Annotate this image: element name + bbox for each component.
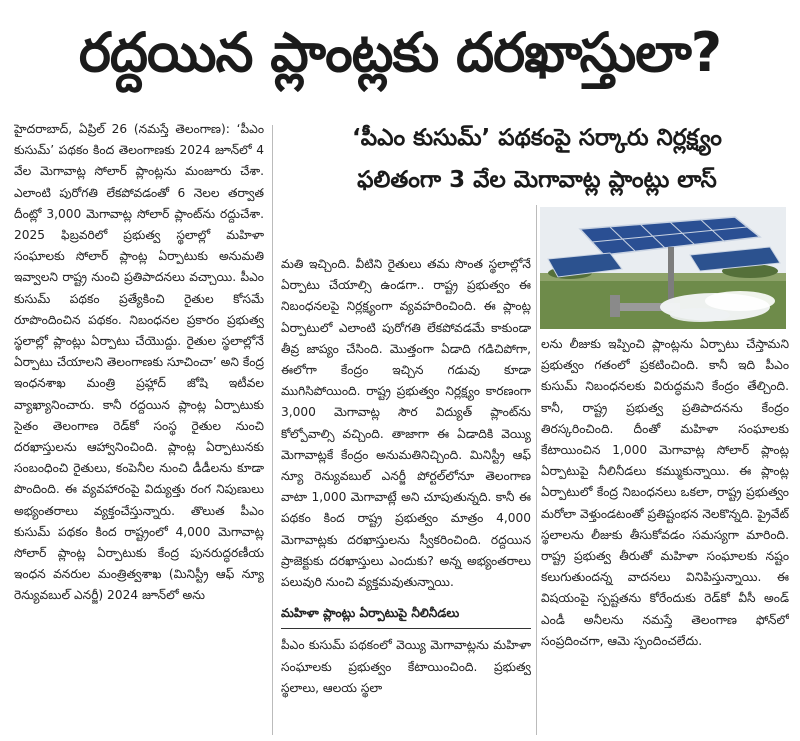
subheadline-line2: ఫలితంగా 3 వేల మెగావాట్ల ప్లాంట్లు లాస్ [357, 167, 717, 193]
column-divider-1 [272, 125, 273, 735]
headline: రద్దయిన ప్లాంట్లకు దరఖాస్తులా? [78, 20, 722, 84]
article-column-3 [541, 334, 789, 741]
solar-pump-photo [540, 207, 786, 329]
column-1-text: హైదరాబాద్, ఏప్రిల్ 26 (నమస్తే తెలంగాణ): ‘పీఎం కుసుమ్’ పథకం కింద తెలంగాణకు 2024 జూన్‌లో 4 వేల మెగావాట్ల సోలార్ ప్లాంట్లను మంజూరు చేశా. ఎలాంటి పురోగతి లేకపోవడంతో 6 నెలల తర్వాత దీంట్లో 3,000 మెగావాట్ల సోలార్ ప్లాంట్‌ను రద్దుచేశా. 2025 ఫిబ్రవరిలో ప్రభుత్వ స్థలాల్లో మహిళా సంఘాలకు సోలార్ ప్లాంట్ల ఏర్పాటుకు అనుమతి ఇవ్వాలని రాష్ట్ర నుంచి ప్రతిపాదనలు వచ్చాయి. పీఎం కుసుమ్ పథకం ప్రత్యేకించి రైతుల కోసమే రూపొందించిన పథకం. నిబంధనల ప్రకారం ప్రభుత్వ స్థలాల్లో ప్లాంట్లు ఏర్పాటు చేయొద్దు. రైతుల స్థలాల్లోనే ఏర్పాటు చేయాలని తెలంగాణకు సూచించా’ అని కేంద్ర ఇంధనశాఖ మంత్రి ప్రహ్లాద్ జోషి ఇటీవల వ్యాఖ్యానించారు. కానీ రద్దయిన ప్లాంట్ల ఏర్పాటుకు సైతం తెలంగాణ రెడ్‌కో సంస్థ రైతుల నుంచి దరఖాస్తులను ఆహ్వానించింది. ప్లాంట్ల ఏర్పాటునకు సంబంధించి రైతులు, కంపెనీల నుంచి డీడీలను కూడా పొందింది. ఈ వ్యవహారంపై విద్యుత్తు రంగ నిపుణులు అభ్యంతరాలు వ్యక్తంచేస్తున్నారు. తొలుత పీఎం కుసుమ్ పథకం కింద రాష్ట్రంలో 4,000 మెగావాట్ల సోలార్ ప్లాంట్ల ఏర్పాటుకు కేంద్ర పునరుద్ధరణీయ ఇంధన వనరుల మంత్రిత్వశాఖ (మినిస్ట్రీ ఆఫ్ న్యూ రెన్యువబుల్ ఎనర్జీ) 2024 జూన్‌లో అను [14, 122, 264, 603]
subheadline [282, 117, 792, 201]
column-2-text: మతి ఇచ్చింది. వీటిని రైతులు తమ సొంత స్థలాల్లోనే ఏర్పాటు చేయాల్సి ఉండగా.. రాష్ట్ర ప్రభుత్వం ఈ నిబంధనలపై నిర్లక్ష్యంగా వ్యవహరించింది. ఈ ప్లాంట్ల ఏర్పాటులో ఎలాంటి పురోగతి లేకపోవడమే కాకుండా తీవ్ర జాప్యం చేసింది. మొత్తంగా ఏడాది గడిచిపోగా, ఈలోగా కేంద్రం ఇచ్చిన గడువు కూడా ముగిసిపోయింది. రాష్ట్ర ప్రభుత్వం నిర్లక్ష్యం కారణంగా 3,000 మెగావాట్ల సౌర విద్యుత్ ప్లాంట్‌ను కోల్పోవాల్సి వచ్చింది. తాజాగా ఈ ఏడాదికి వెయ్యి మెగావాట్లకే కేంద్రం అనుమతినిచ్చింది. మినిస్ట్రీ ఆఫ్ న్యూ రెన్యువబుల్ ఎనర్జీ పోర్టల్‌లోనూ తెలంగాణ వాటా 1,000 మెగావాట్లే అని చూపుతున్నది. కానీ ఈ పథకం కింద రాష్ట్ర ప్రభుత్వం మాత్రం 4,000 మెగావాట్లకు దరఖాస్తులను స్వీకరించింది. రద్దయిన ప్రాజెక్టుకు దరఖాస్తులు ఎందుకు? అన్న అభ్యంతరాలు పలువురి నుంచి వ్యక్తమవుతున్నాయి. [281, 257, 531, 590]
subheadline-line1: ‘పీఎం కుసుమ్’ పథకంపై సర్కారు నిర్లక్ష్యం [352, 125, 722, 151]
crosshead: మహిళా ప్లాంట్లు ఏర్పాటుపై నీలినీడలు [281, 603, 531, 629]
column-2b-text: పీఎం కుసుమ్ పథకంలో వెయ్యి మెగావాట్లను మహిళా సంఘాలకు ప్రభుత్వం కేటాయించింది. ప్రభుత్వ స్థలాలు, ఆలయ స్థలా [281, 638, 531, 695]
article-column-2 [281, 254, 531, 741]
column-divider-2 [536, 205, 537, 735]
solar-panel-water-pump-icon [540, 207, 786, 329]
column-3-text: లను లీజుకు ఇప్పించి ప్లాంట్లను ఏర్పాటు చేస్తామని ప్రభుత్వం గతంలో ప్రకటించింది. కానీ ఇది పీఎం కుసుమ్ నిబంధనలకు విరుద్ధమని కేంద్రం తేల్చింది. కానీ, రాష్ట్ర ప్రభుత్వ ప్రతిపాదనను కేంద్రం తిరస్కరించింది. దీంతో మహిళా సంఘాలకు కేటాయించిన 1,000 మెగావాట్ల సోలార్ ప్లాంట్ల ఏర్పాటుపై నీలినీడలు కమ్ముకున్నాయి. ఈ ప్లాంట్ల ఏర్పాటులో కేంద్ర నిబంధనలు ఒకలా, రాష్ట్ర ప్రభుత్వం మరోలా వెళ్తుండటంతో ప్రతిష్టంభన నెలకొన్నది. ప్రైవేట్ స్థలాలను లీజుకు తీసుకోవడం సమస్యగా మారింది. రాష్ట్ర ప్రభుత్వ తీరుతో మహిళా సంఘాలకు నష్టం కలుగుతుందన్న వాదనలు వినిపిస్తున్నాయి. ఈ విషయంపై స్పష్టతను కోరేందుకు రెడ్‌కో వీసీ అండ్ ఎండీ అనీలను నమస్తే తెలంగాణ ఫోన్‌లో సంప్రదించగా, ఆమె స్పందించలేదు. [541, 337, 789, 648]
article-column-1 [14, 119, 264, 741]
